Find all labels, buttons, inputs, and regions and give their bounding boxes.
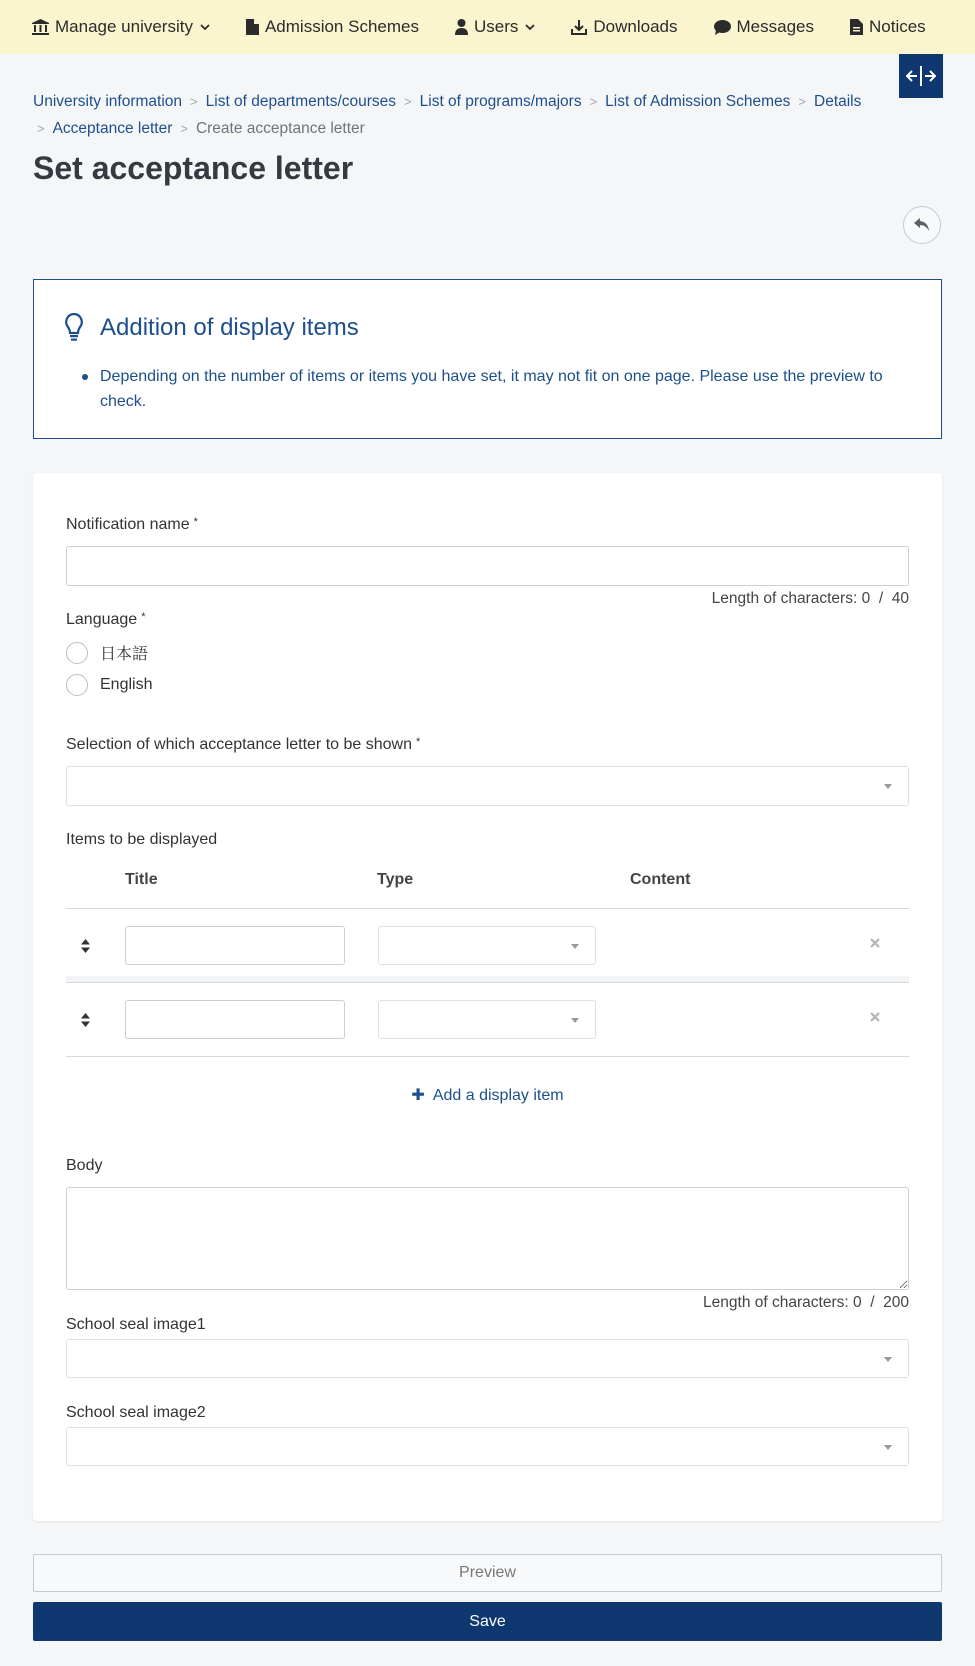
radio-button[interactable] <box>66 642 88 664</box>
body-label: Body <box>66 1157 103 1174</box>
required-mark: * <box>193 516 198 528</box>
counter-value: 0 / 200 <box>852 1294 909 1311</box>
nav-label: Downloads <box>593 17 678 36</box>
nav-downloads[interactable] <box>571 0 677 54</box>
label-text: Language <box>66 611 138 628</box>
drag-handle[interactable] <box>81 1013 90 1032</box>
nav-users[interactable] <box>455 0 535 54</box>
column-header-content: Content <box>630 871 691 888</box>
acceptance-letter-select-label <box>66 736 420 754</box>
school-seal-image1-label: School seal image1 <box>66 1316 206 1333</box>
nav-label: Users <box>473 17 519 36</box>
language-option-english[interactable] <box>66 674 152 696</box>
counter-value: 0 / 40 <box>861 590 909 607</box>
lightbulb-icon <box>64 312 84 342</box>
breadcrumb-departments-courses[interactable]: List of departments/courses <box>205 93 397 110</box>
display-item-title-input[interactable] <box>125 1000 345 1039</box>
radio-button[interactable] <box>66 674 88 696</box>
expand-width-button[interactable] <box>899 54 943 98</box>
display-items-label: Items to be displayed <box>66 831 218 848</box>
nav-messages[interactable] <box>714 0 814 54</box>
add-display-item-label: Add a display item <box>432 1087 564 1104</box>
close-icon <box>870 1012 880 1022</box>
body-textarea[interactable] <box>66 1187 909 1290</box>
reply-arrow-icon <box>914 218 930 232</box>
document-icon <box>850 19 863 35</box>
school-seal-image2-select[interactable] <box>66 1427 909 1466</box>
notification-name-input[interactable] <box>66 546 909 586</box>
nav-admission-schemes[interactable] <box>246 0 419 54</box>
radio-label: English <box>100 676 153 693</box>
caret-down-icon <box>571 944 579 949</box>
sort-icon <box>81 1013 90 1027</box>
sort-icon <box>81 939 90 953</box>
breadcrumb-acceptance-letter[interactable]: Acceptance letter <box>52 120 173 137</box>
add-display-item-button[interactable] <box>33 1085 942 1105</box>
breadcrumb-separator: > <box>589 94 598 109</box>
column-header-title: Title <box>125 871 158 888</box>
nav-label: Notices <box>868 17 926 36</box>
breadcrumb-admission-schemes[interactable]: List of Admission Schemes <box>605 93 791 110</box>
language-option-japanese[interactable] <box>66 641 148 664</box>
language-label <box>66 611 145 629</box>
acceptance-letter-form <box>33 473 942 1521</box>
nav-label: Manage university <box>55 17 193 36</box>
notification-name-label <box>66 516 198 534</box>
plus-icon: ✚ <box>411 1087 425 1104</box>
nav-notices[interactable] <box>850 0 926 54</box>
counter-prefix: Length of characters: <box>711 590 858 607</box>
required-mark: * <box>141 611 146 623</box>
save-button[interactable]: Save <box>33 1602 942 1641</box>
counter-prefix: Length of characters: <box>703 1294 849 1311</box>
nav-manage-university[interactable] <box>32 0 210 54</box>
remove-item-button[interactable] <box>870 935 880 953</box>
chevron-down-icon <box>200 24 210 31</box>
info-title: Addition of display items <box>100 314 359 341</box>
table-divider <box>66 982 909 983</box>
label-text: Selection of which acceptance letter to be shown <box>66 736 412 753</box>
required-mark: * <box>415 736 421 748</box>
drag-handle[interactable] <box>81 939 90 958</box>
breadcrumb-separator: > <box>190 94 198 109</box>
info-list <box>100 364 910 414</box>
info-bullet: Depending on the number of items or items you have set, it may not fit on one page. Please use the preview to check. <box>100 364 910 414</box>
breadcrumb-programs-majors[interactable]: List of programs/majors <box>419 93 582 110</box>
remove-item-button[interactable] <box>870 1009 880 1027</box>
user-icon <box>455 19 468 35</box>
caret-down-icon <box>571 1018 579 1023</box>
breadcrumb-separator: > <box>180 121 188 136</box>
breadcrumb-separator: > <box>37 121 45 136</box>
breadcrumb-details[interactable]: Details <box>814 93 862 110</box>
top-navigation <box>0 0 975 54</box>
breadcrumb-university-information[interactable]: University information <box>33 93 183 110</box>
table-divider <box>66 1056 909 1057</box>
breadcrumb-separator: > <box>798 94 806 109</box>
nav-label: Messages <box>736 17 814 36</box>
display-item-type-select[interactable] <box>378 1000 596 1039</box>
body-counter <box>703 1294 909 1312</box>
caret-down-icon <box>884 1357 892 1362</box>
info-panel <box>33 279 942 439</box>
nav-label: Admission Schemes <box>264 17 419 36</box>
close-icon <box>870 938 880 948</box>
caret-down-icon <box>884 1445 892 1450</box>
display-item-title-input[interactable] <box>125 926 345 965</box>
chevron-down-icon <box>525 24 535 31</box>
radio-label: 日本語 <box>100 646 149 663</box>
download-icon <box>571 19 587 35</box>
caret-down-icon <box>884 784 892 789</box>
school-seal-image2-label: School seal image2 <box>66 1404 206 1421</box>
breadcrumb-separator: > <box>404 94 412 109</box>
breadcrumb <box>33 88 883 142</box>
page-title: Set acceptance letter <box>33 150 354 186</box>
chat-icon <box>714 20 731 35</box>
file-icon <box>246 19 259 35</box>
display-item-type-select[interactable] <box>378 926 596 965</box>
expand-horizontal-icon <box>906 66 936 86</box>
label-text: Notification name <box>66 516 190 533</box>
acceptance-letter-select[interactable] <box>66 766 909 806</box>
breadcrumb-current: Create acceptance letter <box>195 120 365 137</box>
university-icon <box>32 19 49 35</box>
school-seal-image1-select[interactable] <box>66 1339 909 1378</box>
notification-name-counter <box>712 590 909 608</box>
column-header-type: Type <box>377 871 414 888</box>
preview-button[interactable]: Preview <box>33 1554 942 1592</box>
back-button[interactable] <box>903 206 941 244</box>
